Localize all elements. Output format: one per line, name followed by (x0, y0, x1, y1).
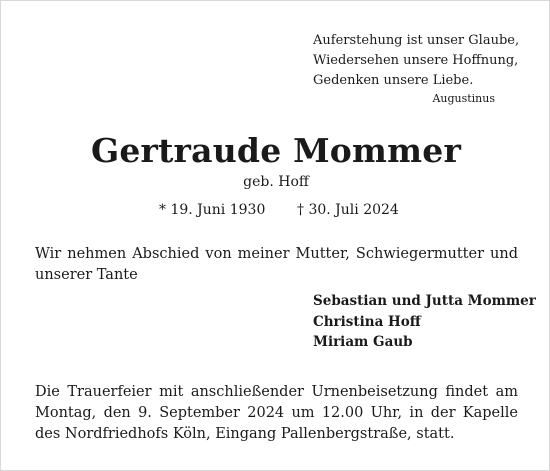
death-date: † 30. Juli 2024 (297, 202, 399, 218)
quote-line: Wiedersehen unsere Hoffnung, (313, 53, 519, 68)
quote-author: Augustinus (432, 92, 495, 105)
deceased-name: Gertraude Mommer (90, 131, 462, 170)
maiden-name: geb. Hoff (243, 174, 309, 190)
quote-line: Gedenken unsere Liebe. (313, 73, 474, 88)
farewell-text: Wir nehmen Abschied von meiner Mutter, Schwiegermutter und unserer Tante (35, 246, 518, 283)
mourner-name: Sebastian und Jutta Mommer (313, 293, 536, 309)
mourner-name: Miriam Gaub (313, 334, 413, 350)
birth-date: * 19. Juni 1930 (159, 202, 266, 218)
mourners-list (313, 291, 536, 353)
funeral-service-text: Die Trauerfeier mit anschließender Urnenbeisetzung findet am Montag, den 9. September 2024 um 12.00 Uhr, in der Kapelle des Nordfriedhofs Köln, Eingang Pallenbergstraße, statt. (35, 384, 518, 442)
memorial-quote (313, 31, 520, 107)
mourner-name: Christina Hoff (313, 313, 421, 330)
quote-line: Auferstehung ist unser Glaube, (313, 33, 520, 48)
